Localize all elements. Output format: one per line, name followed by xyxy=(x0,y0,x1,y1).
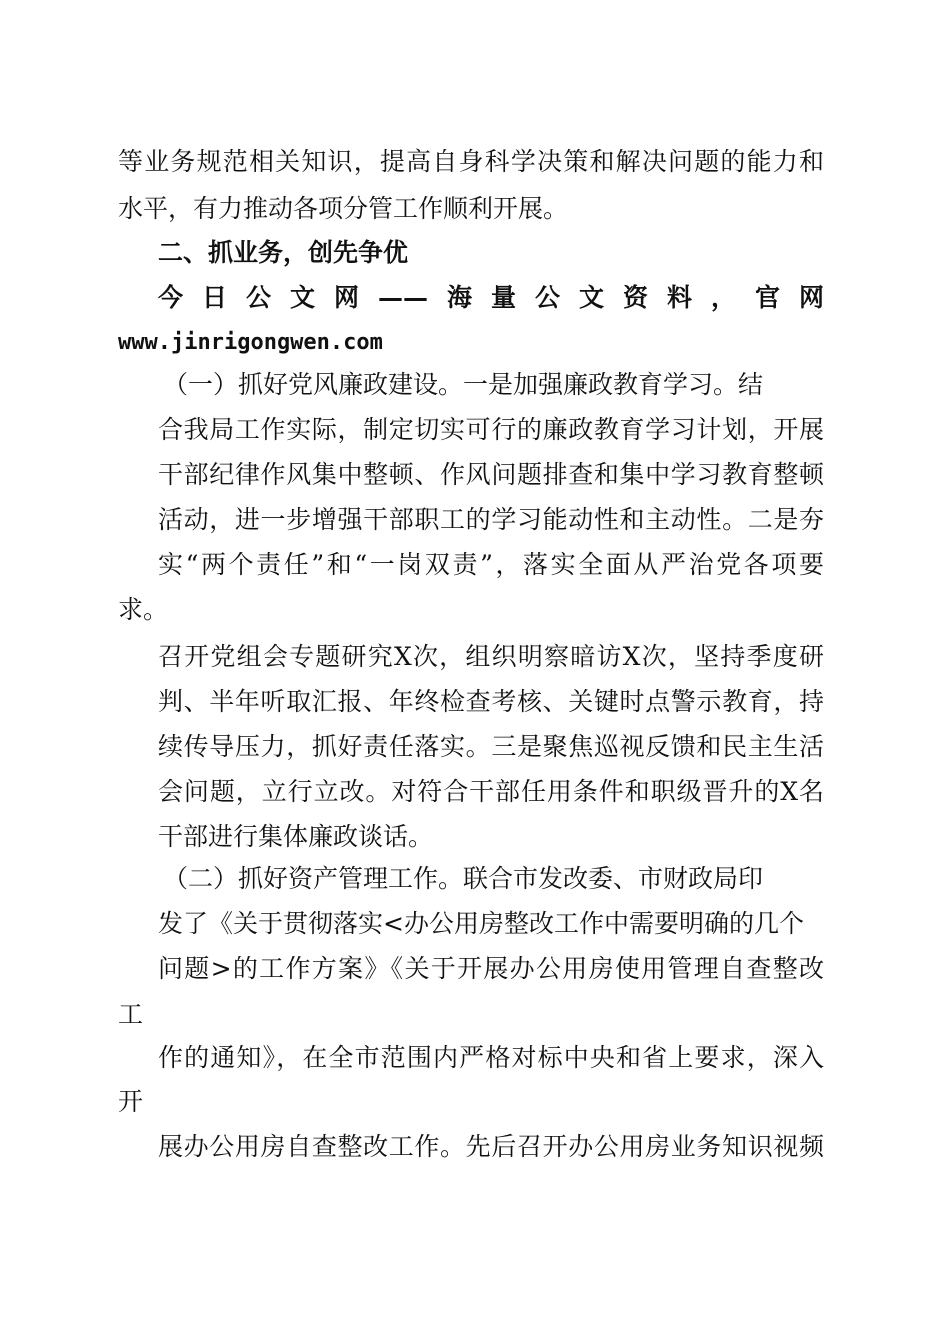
body-line: 开 xyxy=(118,1087,144,1116)
body-line: 发了《关于贯彻落实<办公用房整改工作中需要明确的几个 xyxy=(158,909,804,938)
body-line: 等业务规范相关知识，提高自身科学决策和解决问题的能力和 xyxy=(118,147,824,176)
body-line: 活动，进一步增强干部职工的学习能动性和主动性。二是夯 xyxy=(158,505,824,534)
body-line: 实“两个责任”和“一岗双责”，落实全面从严治党各项要 xyxy=(158,550,824,579)
body-line: 召开党组会专题研究X次，组织明察暗访X次，坚持季度研 xyxy=(158,642,824,671)
body-line: 展办公用房自查整改工作。先后召开办公用房业务知识视频 xyxy=(158,1132,824,1161)
subsection-heading: （二）抓好资产管理工作。联合市发改委、市财政局印 xyxy=(163,864,764,893)
watermark-banner-line: 今日公文网——海量公文资料，官网 xyxy=(158,283,824,312)
body-line: 干部纪律作风集中整顿、作风问题排查和集中学习教育整顿 xyxy=(158,460,824,489)
body-line: 作的通知》，在全市范围内严格对标中央和省上要求，深入 xyxy=(158,1043,824,1072)
body-line: 判、半年听取汇报、年终检查考核、关键时点警示教育，持 xyxy=(158,687,824,716)
body-line: 求。 xyxy=(118,595,169,624)
body-line: 水平，有力推动各项分管工作顺利开展。 xyxy=(118,194,569,223)
subsection-heading: （一）抓好党风廉政建设。一是加强廉政教育学习。结 xyxy=(163,370,764,399)
body-line: 干部进行集体廉政谈话。 xyxy=(158,822,434,851)
body-line: 工 xyxy=(118,1000,144,1029)
section-heading: 二、抓业务，创先争优 xyxy=(158,238,409,267)
body-line: 合我局工作实际，制定切实可行的廉政教育学习计划，开展 xyxy=(158,415,824,444)
website-url[interactable]: www.jinrigongwen.com xyxy=(118,330,383,355)
body-line: 续传导压力，抓好责任落实。三是聚焦巡视反馈和民主生活 xyxy=(158,732,824,761)
body-line: 问题>的工作方案》《关于开展办公用房使用管理自查整改 xyxy=(158,954,824,983)
body-line: 会问题，立行立改。对符合干部任用条件和职级晋升的X名 xyxy=(158,777,824,806)
